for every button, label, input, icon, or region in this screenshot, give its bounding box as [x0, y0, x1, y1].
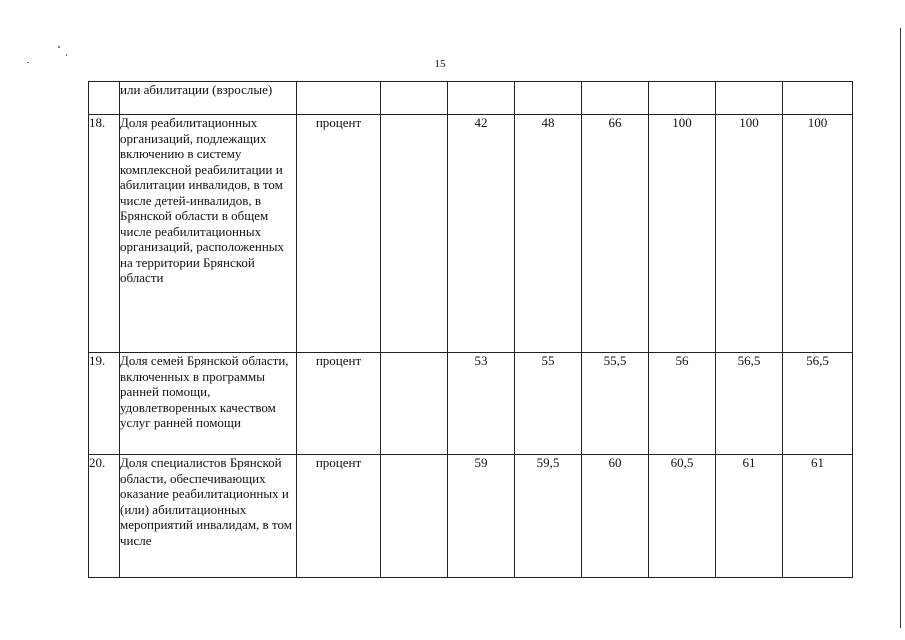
value-cell — [716, 82, 783, 115]
base-value-cell — [381, 455, 448, 578]
value-cell — [448, 82, 515, 115]
indicator-description: Доля реабилитационных организаций, подлежащих включению в систему комплексной реабилитации и абилитации инвалидов, в том числе детей-инвалидов, в Брянской области в общем числе реабилитационных организаций, расположенных на территории Брянской области — [120, 115, 297, 353]
value-cell: 53 — [448, 353, 515, 455]
indicator-description: или абилитации (взрослые) — [120, 82, 297, 115]
unit-cell: процент — [297, 115, 381, 353]
value-cell: 56,5 — [783, 353, 853, 455]
row-number-cell: 18. — [89, 115, 120, 353]
value-cell: 60,5 — [649, 455, 716, 578]
scan-margin-line — [900, 28, 901, 628]
indicator-description: Доля специалистов Брянской области, обеспечивающих оказание реабилитационных и (или) абилитационных мероприятий инвалидам, в том числе — [120, 455, 297, 578]
base-value-cell — [381, 115, 448, 353]
indicators-table — [88, 81, 853, 578]
base-value-cell — [381, 82, 448, 115]
table-row-19 — [89, 353, 853, 455]
value-cell: 61 — [716, 455, 783, 578]
value-cell: 66 — [582, 115, 649, 353]
value-cell: 59,5 — [515, 455, 582, 578]
value-cell: 55,5 — [582, 353, 649, 455]
scan-speck — [27, 62, 29, 63]
value-cell: 100 — [716, 115, 783, 353]
scan-speck — [66, 54, 67, 56]
table-row-continuation — [89, 82, 853, 115]
value-cell: 55 — [515, 353, 582, 455]
value-cell: 60 — [582, 455, 649, 578]
value-cell — [649, 82, 716, 115]
value-cell: 61 — [783, 455, 853, 578]
row-number-cell: 19. — [89, 353, 120, 455]
page-number: 15 — [434, 58, 446, 70]
value-cell: 100 — [649, 115, 716, 353]
value-cell: 56,5 — [716, 353, 783, 455]
value-cell: 59 — [448, 455, 515, 578]
scan-speck — [58, 46, 60, 48]
value-cell: 56 — [649, 353, 716, 455]
table-row-18 — [89, 115, 853, 353]
value-cell: 42 — [448, 115, 515, 353]
value-cell — [582, 82, 649, 115]
row-number-cell — [89, 82, 120, 115]
base-value-cell — [381, 353, 448, 455]
value-cell: 48 — [515, 115, 582, 353]
indicator-description: Доля семей Брянской области, включенных в программы ранней помощи, удовлетворенных качеством услуг ранней помощи — [120, 353, 297, 455]
row-number-cell: 20. — [89, 455, 120, 578]
unit-cell: процент — [297, 455, 381, 578]
value-cell: 100 — [783, 115, 853, 353]
value-cell — [783, 82, 853, 115]
value-cell — [515, 82, 582, 115]
unit-cell: процент — [297, 353, 381, 455]
unit-cell — [297, 82, 381, 115]
table-row-20 — [89, 455, 853, 578]
